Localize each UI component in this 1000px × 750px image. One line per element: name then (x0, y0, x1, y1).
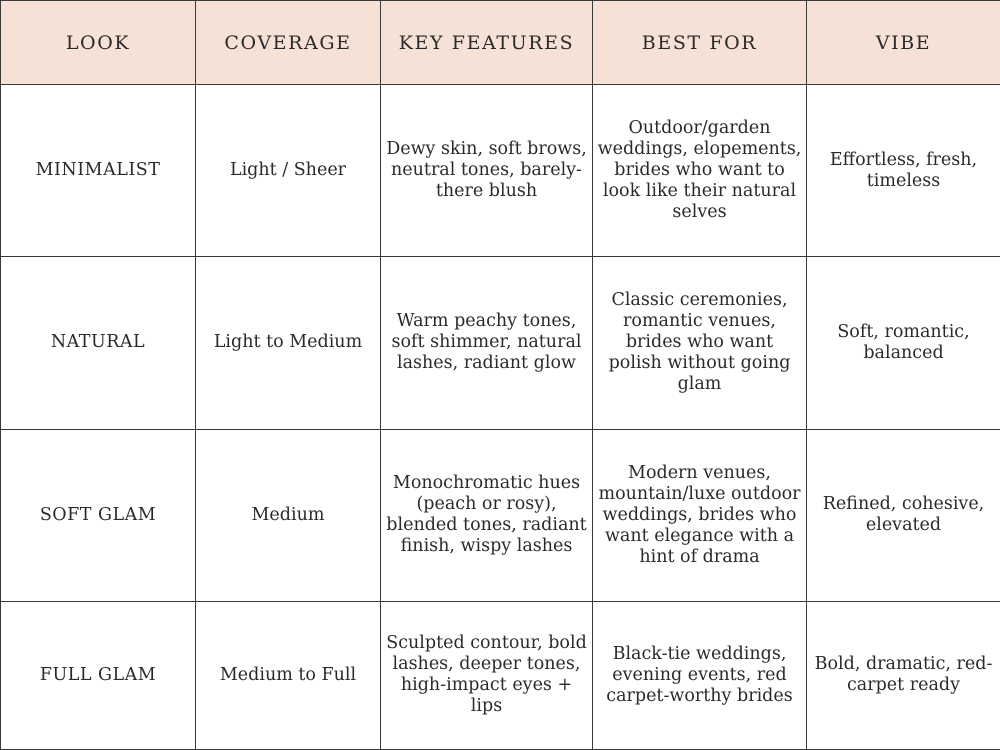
key-features-cell: Sculpted contour, bold lashes, deeper tones, high-impact eyes + lips (381, 601, 593, 749)
look-cell: SOFT GLAM (1, 429, 196, 601)
look-cell: MINIMALIST (1, 85, 196, 257)
header-row (1, 1, 1000, 85)
table-row (1, 601, 1000, 749)
best-for-cell: Modern venues, mountain/luxe outdoor weddings, brides who want elegance with a hint of drama (593, 429, 807, 601)
coverage-cell: Medium to Full (196, 601, 381, 749)
header-look: LOOK (1, 1, 196, 85)
table-row (1, 257, 1000, 429)
header-best-for: BEST FOR (593, 1, 807, 85)
coverage-cell: Light to Medium (196, 257, 381, 429)
key-features-cell: Monochromatic hues (peach or rosy), blended tones, radiant finish, wispy lashes (381, 429, 593, 601)
key-features-cell: Warm peachy tones, soft shimmer, natural lashes, radiant glow (381, 257, 593, 429)
table-row (1, 85, 1000, 257)
vibe-cell: Effortless, fresh, timeless (807, 85, 1000, 257)
best-for-cell: Black-tie weddings, evening events, red carpet-worthy brides (593, 601, 807, 749)
header-key-features: KEY FEATURES (381, 1, 593, 85)
best-for-cell: Classic ceremonies, romantic venues, brides who want polish without going glam (593, 257, 807, 429)
key-features-cell: Dewy skin, soft brows, neutral tones, barely-there blush (381, 85, 593, 257)
best-for-cell: Outdoor/garden weddings, elopements, brides who want to look like their natural selves (593, 85, 807, 257)
header-vibe: VIBE (807, 1, 1000, 85)
header-coverage: COVERAGE (196, 1, 381, 85)
coverage-cell: Light / Sheer (196, 85, 381, 257)
look-cell: NATURAL (1, 257, 196, 429)
coverage-cell: Medium (196, 429, 381, 601)
look-cell: FULL GLAM (1, 601, 196, 749)
vibe-cell: Refined, cohesive, elevated (807, 429, 1000, 601)
vibe-cell: Bold, dramatic, red-carpet ready (807, 601, 1000, 749)
vibe-cell: Soft, romantic, balanced (807, 257, 1000, 429)
table-row (1, 429, 1000, 601)
